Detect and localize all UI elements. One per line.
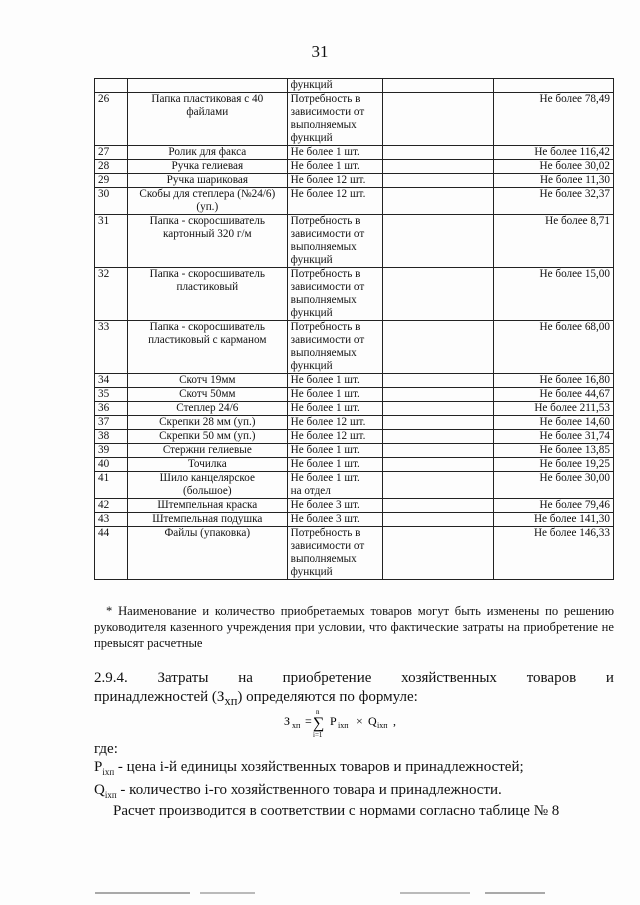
item-quantity: Не более 3 шт. (287, 513, 382, 527)
item-quantity: Не более 1 шт. (287, 146, 382, 160)
item-price: Не более 11,30 (494, 174, 614, 188)
empty-column (382, 430, 494, 444)
where-block (94, 740, 614, 804)
item-name: Папка - скоросшиватель пластиковый с карманом (127, 321, 287, 374)
row-number: 37 (95, 416, 128, 430)
row-number: 41 (95, 472, 128, 499)
formula-p: P (330, 714, 337, 728)
row-number: 30 (95, 188, 128, 215)
item-quantity: Не более 1 шт. (287, 458, 382, 472)
item-quantity: Не более 1 шт. (287, 374, 382, 388)
row-number: 29 (95, 174, 128, 188)
empty-column (382, 174, 494, 188)
empty-column (382, 93, 494, 146)
page-number: 31 (311, 42, 329, 61)
empty-column (382, 527, 494, 580)
table-row (95, 444, 614, 458)
item-price: Не более 211,53 (494, 402, 614, 416)
item-price: Не более 32,37 (494, 188, 614, 215)
item-name: Стержни гелиевые (127, 444, 287, 458)
table-row (95, 402, 614, 416)
footnote: * Наименование и количество приобретаемых товаров могут быть изменены по решению руководителя казенного учреждения при условии, что фактические затраты на приобретение не превысят расчетные (94, 604, 614, 650)
formula-sum-top: n (316, 708, 320, 716)
item-price: Не более 14,60 (494, 416, 614, 430)
item-name: Скрепки 50 мм (уп.) (127, 430, 287, 444)
empty-column (382, 160, 494, 174)
item-name: Папка - скоросшиватель пластиковый (127, 268, 287, 321)
formula-sum-bottom: i=1 (313, 731, 323, 738)
table-row (95, 374, 614, 388)
formula-svg (280, 706, 480, 738)
item-name: Ролик для факса (127, 146, 287, 160)
formula-p-sub: iхп (338, 721, 349, 730)
row-number: 36 (95, 402, 128, 416)
table-row (95, 188, 614, 215)
item-name: Штемпельная краска (127, 499, 287, 513)
row-number: 35 (95, 388, 128, 402)
heading-word: на (238, 670, 253, 686)
item-quantity: Не более 1 шт. (287, 444, 382, 458)
table-row (95, 174, 614, 188)
item-price: Не более 30,00 (494, 472, 614, 499)
item-quantity: Потребность в зависимости от выполняемых функций (287, 527, 382, 580)
empty-column (382, 416, 494, 430)
table-row (95, 321, 614, 374)
item-name: Ручка гелиевая (127, 160, 287, 174)
item-price: Не более 15,00 (494, 268, 614, 321)
heading-word: хозяйственных (401, 670, 497, 686)
item-price: Не более 31,74 (494, 430, 614, 444)
item-quantity: Потребность в зависимости от выполняемых функций (287, 321, 382, 374)
formula-times: × (356, 714, 363, 728)
row-number: 42 (95, 499, 128, 513)
table-row (95, 79, 614, 93)
item-quantity: Не более 12 шт. (287, 416, 382, 430)
empty-column (382, 444, 494, 458)
item-name: Скобы для степлера (№24/6) (уп.) (127, 188, 287, 215)
empty-column (382, 146, 494, 160)
empty-column (382, 458, 494, 472)
where-q-line: $Q_{iхп}$ - количество i-го хозяйственного товара и принадлежности. (94, 782, 502, 800)
heading-word: товаров (526, 670, 577, 686)
row-number: 39 (95, 444, 128, 458)
table-row (95, 527, 614, 580)
item-quantity: Не более 1 шт. на отдел (287, 472, 382, 499)
items-table (94, 78, 614, 580)
formula-lhs: З (284, 714, 291, 728)
heading-word: и (605, 670, 614, 686)
item-quantity: Не более 3 шт. (287, 499, 382, 513)
table-row (95, 458, 614, 472)
item-price: Не более 141,30 (494, 513, 614, 527)
item-price: Не более 16,80 (494, 374, 614, 388)
item-quantity: Не более 12 шт. (287, 430, 382, 444)
heading-word: приобретение (282, 670, 372, 686)
item-name: Скотч 19мм (127, 374, 287, 388)
empty-column (382, 268, 494, 321)
row-number: 26 (95, 93, 128, 146)
calculation-note: Расчет производится в соответствии с нормами согласно таблице № 8 (113, 803, 560, 819)
item-quantity: Потребность в зависимости от выполняемых функций (287, 268, 382, 321)
item-name: Шило канцелярское (большое) (127, 472, 287, 499)
table-row (95, 499, 614, 513)
row-number: 32 (95, 268, 128, 321)
empty-column (382, 472, 494, 499)
item-name: Степлер 24/6 (127, 402, 287, 416)
heading-word: Затраты (157, 670, 209, 686)
item-quantity: Не более 1 шт. (287, 160, 382, 174)
table-row (95, 388, 614, 402)
formula-sum-sign: ∑ (313, 715, 325, 732)
table-row (95, 93, 614, 146)
row-number: 43 (95, 513, 128, 527)
item-name: Точилка (127, 458, 287, 472)
formula (280, 706, 480, 738)
item-price: Не более 68,00 (494, 321, 614, 374)
item-price: Не более 78,49 (494, 93, 614, 146)
table-row (95, 146, 614, 160)
table-row (95, 268, 614, 321)
item-name: Скрепки 28 мм (уп.) (127, 416, 287, 430)
item-price: Не более 116,42 (494, 146, 614, 160)
table-row (95, 215, 614, 268)
item-quantity: Потребность в зависимости от выполняемых функций (287, 93, 382, 146)
continuation-cell: функций (287, 79, 382, 93)
empty-column (382, 388, 494, 402)
row-number: 28 (95, 160, 128, 174)
item-price: Не более 8,71 (494, 215, 614, 268)
empty-column (382, 215, 494, 268)
heading-word: 2.9.4. (94, 670, 128, 686)
formula-equals: = (305, 714, 312, 728)
empty-column (382, 402, 494, 416)
table-row (95, 160, 614, 174)
row-number: 40 (95, 458, 128, 472)
item-price: Не более 146,33 (494, 527, 614, 580)
item-quantity: Не более 12 шт. (287, 188, 382, 215)
table-row (95, 430, 614, 444)
item-price: Не более 79,46 (494, 499, 614, 513)
row-number: 44 (95, 527, 128, 580)
item-name: Скотч 50мм (127, 388, 287, 402)
formula-lhs-sub: хп (292, 721, 301, 730)
table-row (95, 472, 614, 499)
item-quantity: Не более 1 шт. (287, 388, 382, 402)
empty-column (382, 513, 494, 527)
footer-scan-lines (0, 892, 640, 894)
section-heading-line (94, 669, 614, 688)
item-price: Не более 19,25 (494, 458, 614, 472)
item-name: Ручка шариковая (127, 174, 287, 188)
item-name: Папка - скоросшиватель картонный 320 г/м (127, 215, 287, 268)
row-number: 31 (95, 215, 128, 268)
empty-column (382, 374, 494, 388)
table-row (95, 513, 614, 527)
item-price: Не более 30,02 (494, 160, 614, 174)
table-row (95, 416, 614, 430)
item-quantity: Не более 12 шт. (287, 174, 382, 188)
empty-column (382, 188, 494, 215)
where-label: где: (94, 741, 118, 757)
formula-end: , (393, 714, 396, 728)
item-price: Не более 13,85 (494, 444, 614, 458)
item-quantity: Не более 1 шт. (287, 402, 382, 416)
section-heading-line-2: принадлежностей $(З_{хп})$ определяются по формуле: (94, 689, 418, 708)
row-number: 33 (95, 321, 128, 374)
formula-q-sub: iхп (377, 721, 388, 730)
row-number: 38 (95, 430, 128, 444)
row-number: 27 (95, 146, 128, 160)
empty-column (382, 499, 494, 513)
formula-q: Q (368, 714, 377, 728)
item-name: Штемпельная подушка (127, 513, 287, 527)
item-quantity: Потребность в зависимости от выполняемых функций (287, 215, 382, 268)
section-2-9-4 (94, 669, 614, 711)
empty-column (382, 321, 494, 374)
item-name: Папка пластиковая с 40 файлами (127, 93, 287, 146)
where-p-line: $P_{iхп}$ - цена i-й единицы хозяйственных товаров и принадлежностей; (94, 759, 524, 777)
row-number: 34 (95, 374, 128, 388)
item-name: Файлы (упаковка) (127, 527, 287, 580)
item-price: Не более 44,67 (494, 388, 614, 402)
